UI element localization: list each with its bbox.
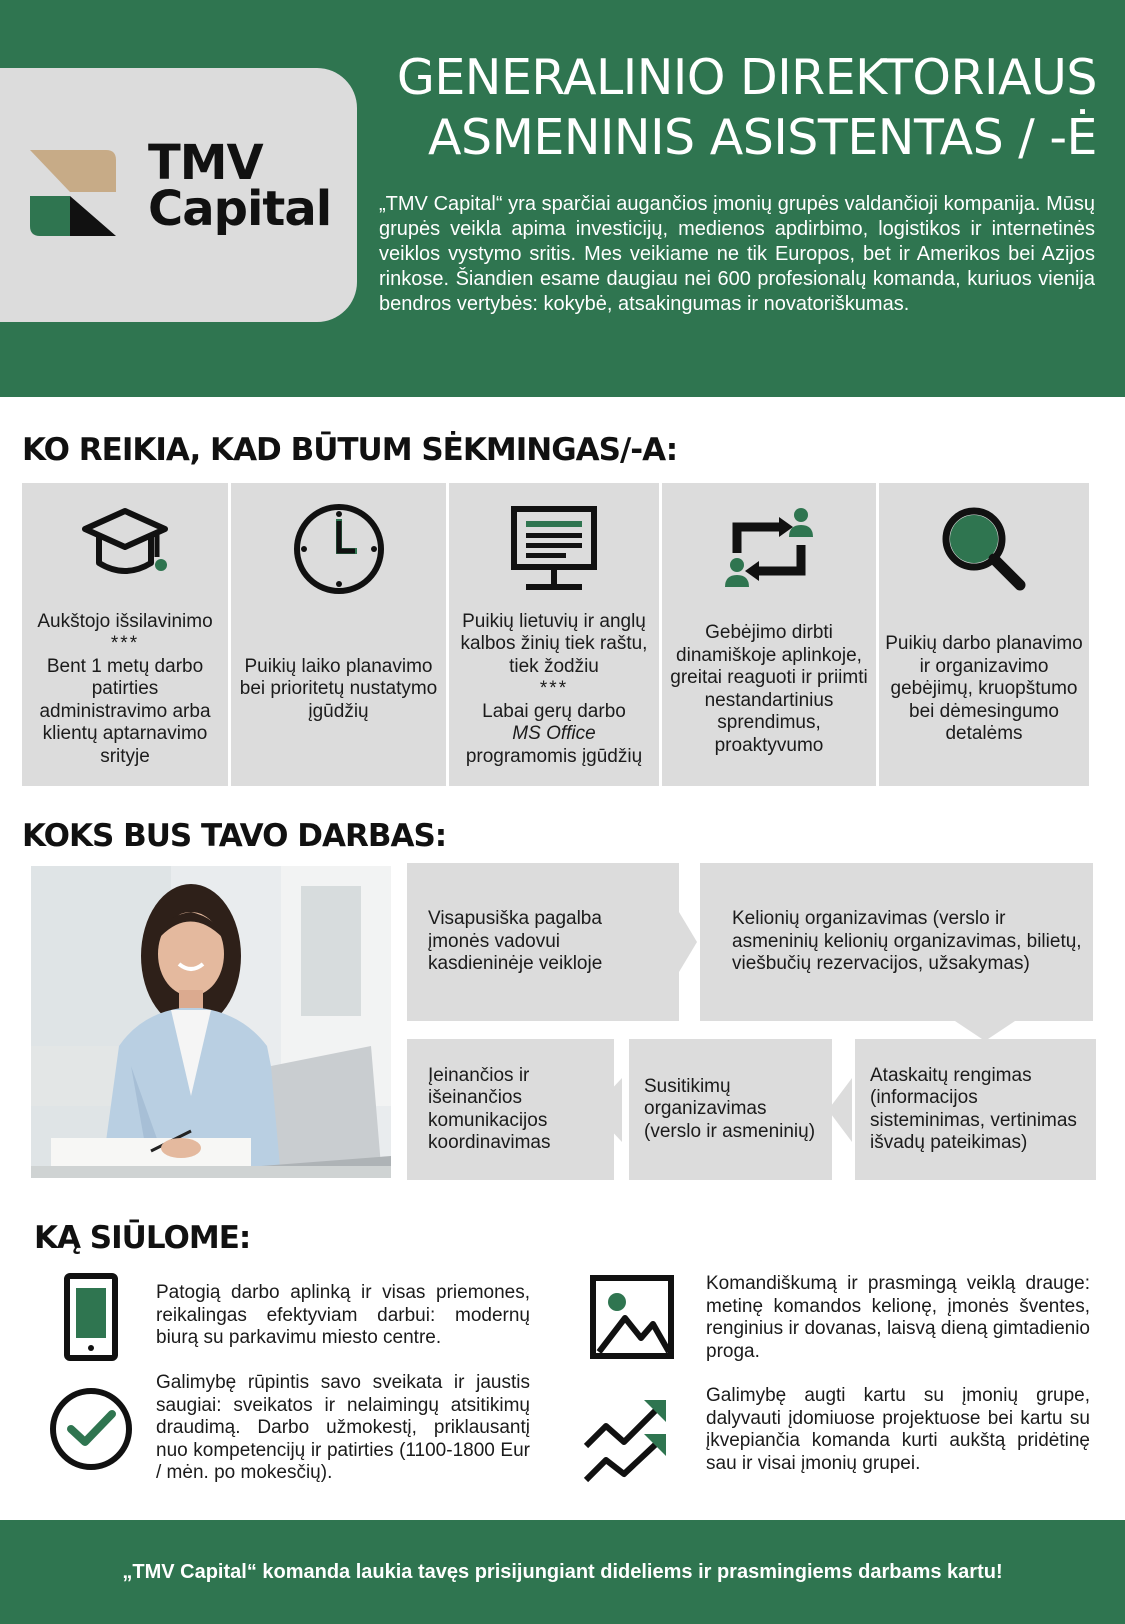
offer-text: Galimybę rūpintis savo sveikata ir jaustis saugiai: sveikatos ir nelaimingų atsitikimų draudimą. Darbo užmokestį, priklausantį nuo kompetencijų ir patirties (1100-1800 Eur / mėn. po mokesčių). xyxy=(156,1372,530,1483)
offer-text: Galimybę augti kartu su įmonių grupe, dalyvauti įdomiuose projektuose bei kartu su įkvepiančia komanda kurti aukštą pridėtinę sau ir visai įmonių grupei. xyxy=(706,1385,1090,1474)
requirement-card xyxy=(662,483,876,786)
requirement-line: Aukštojo išsilavinimo xyxy=(37,610,213,632)
requirement-card xyxy=(22,483,228,786)
checkmark-circle-icon xyxy=(46,1384,136,1474)
duty-box xyxy=(407,863,679,1021)
separator: *** xyxy=(539,678,569,700)
duties-heading: KOKS BUS TAVO DARBAS: xyxy=(22,818,447,854)
requirements-grid xyxy=(22,483,1096,786)
requirement-line: Puikių lietuvių ir anglų kalbos žinių tiek raštu, tiek žodžiu xyxy=(460,610,648,677)
duty-box xyxy=(407,1039,614,1180)
duty-text: Visapusiška pagalba įmonės vadovui kasdieninėje veikloje xyxy=(428,908,603,975)
requirement-card xyxy=(449,483,659,786)
logo-wordmark xyxy=(148,135,332,237)
footer-text: „TMV Capital“ komanda laukia tavęs prisijungiant dideliems ir prasmingiems darbams kartu! xyxy=(122,1560,1003,1583)
tmv-logo-mark xyxy=(30,150,118,238)
separator: *** xyxy=(110,633,140,655)
image-icon xyxy=(587,1272,677,1362)
job-title xyxy=(377,48,1097,168)
header-banner xyxy=(0,0,1125,397)
requirement-line: Bent 1 metų darbo patirties administravimo arba klientų aptarnavimo srityje xyxy=(39,655,211,767)
requirement-line: Gebėjimo dirbti dinamiškoje aplinkoje, greitai reaguoti ir priimti nestandartinius sprendimus, proaktyvumo xyxy=(670,622,868,756)
requirements-heading: KO REIKIA, KAD BŪTUM SĖKMINGAS/-A: xyxy=(22,432,678,468)
requirement-line: Labai gerų darbo xyxy=(482,700,626,722)
ms-office-label: MS Office xyxy=(512,723,596,745)
offer-text: Patogią darbo aplinką ir visas priemones, reikalingas efektyviam darbui: modernų biurą su parkavimu miesto centre. xyxy=(156,1282,530,1348)
offers-heading: KĄ SIŪLOME: xyxy=(34,1220,251,1256)
duty-text: Susitikimų organizavimas (verslo ir asmeninių) xyxy=(644,1075,816,1142)
logo-line-1: TMV xyxy=(148,135,263,191)
duty-text: Ataskaitų rengimas (informacijos sisteminimas, vertinimas išvadų pateikimas) xyxy=(870,1064,1077,1153)
logo-line-2: Capital xyxy=(148,181,332,237)
requirement-text xyxy=(668,603,870,776)
growth-arrows-icon xyxy=(582,1396,672,1486)
duty-box xyxy=(855,1039,1096,1180)
magnifier-icon xyxy=(936,501,1032,597)
requirement-card xyxy=(879,483,1089,786)
duty-text: Įeinančios ir išeinančios komunikacijos koordinavimas xyxy=(428,1064,551,1153)
chevron-down-icon xyxy=(955,1021,1015,1041)
requirement-line: programomis įgūdžių xyxy=(465,745,643,767)
duty-box xyxy=(629,1039,832,1180)
job-title-line-1: GENERALINIO DIREKTORIAUS xyxy=(396,49,1097,106)
chevron-right-icon xyxy=(679,912,697,972)
duty-text: Kelionių organizavimas (verslo ir asmeninių kelionių organizavimas, bilietų, viešbučių rezervacijos, užsakymas) xyxy=(732,908,1082,975)
footer-banner xyxy=(0,1520,1125,1624)
people-exchange-icon xyxy=(721,501,817,597)
graduation-cap-icon xyxy=(77,501,173,597)
requirement-card xyxy=(231,483,446,786)
requirement-line: Puikių darbo planavimo ir organizavimo gebėjimų, kruopštumo bei dėmesingumo detalėms xyxy=(885,633,1083,745)
duty-box xyxy=(700,863,1093,1021)
requirement-text xyxy=(237,603,440,776)
requirement-text xyxy=(885,603,1083,776)
requirement-text xyxy=(28,603,222,776)
requirement-text xyxy=(455,603,653,776)
requirement-line: Puikių laiko planavimo bei prioritetų nustatymo įgūdžių xyxy=(239,655,438,722)
offer-text: Komandiškumą ir prasmingą veiklą drauge: metinę komandos kelionę, įmonės šventes, renginius ir dovanas, laisvą dieną gimtadienio proga. xyxy=(706,1273,1090,1362)
job-title-line-2: ASMENINIS ASISTENTAS / -Ė xyxy=(427,109,1097,166)
clock-icon xyxy=(291,501,387,597)
office-woman-photo xyxy=(31,866,391,1178)
computer-monitor-icon xyxy=(506,501,602,597)
smartphone-icon xyxy=(46,1272,136,1362)
company-intro: „TMV Capital“ yra sparčiai augančios įmonių grupės valdančioji kompanija. Mūsų grupės veikla apima investicijų, medienos apdirbimo, logistikos ir internetinės veiklos vystymo sritis. Mes veikiame ne tik Europos, bet ir Amerikos bei Azijos rinkose. Šiandien esame daugiau nei 600 profesionalų komanda, kuriuos vienija bendros vertybės: kokybė, atsakingumas ir novatoriškumas. xyxy=(379,193,1095,315)
